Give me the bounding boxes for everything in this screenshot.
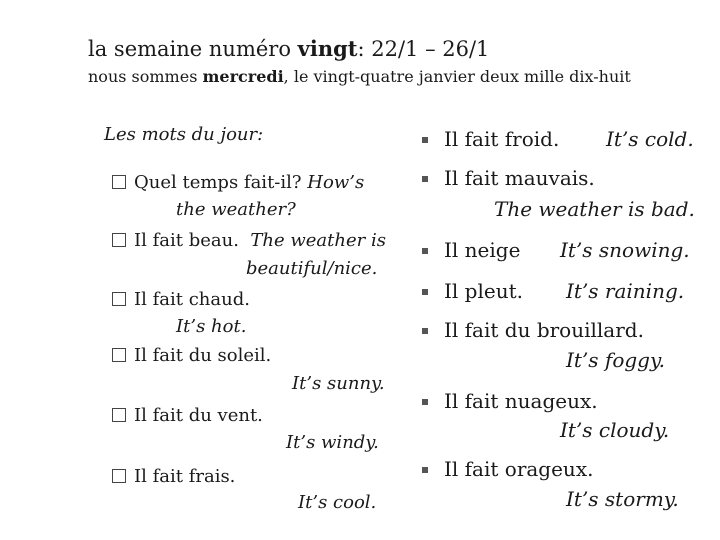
left-item-translation: It’s hot. <box>176 316 247 337</box>
left-item-fr <box>112 405 263 426</box>
right-item-translation: It’s snowing. <box>560 238 690 262</box>
title-bold-word: vingt <box>297 36 358 61</box>
checkbox-icon <box>112 175 126 189</box>
bullet-icon <box>422 289 428 295</box>
right-item-fr <box>422 457 593 481</box>
left-item-translation: beautiful/nice. <box>246 258 378 279</box>
subtitle-bold-word: mercredi <box>202 67 284 86</box>
right-item-translation: It’s raining. <box>566 279 685 303</box>
left-item-translation: It’s windy. <box>286 432 379 453</box>
checkbox-icon <box>112 408 126 422</box>
right-item-translation: The weather is bad. <box>494 197 695 221</box>
left-item-translation: The weather is <box>250 230 386 251</box>
right-item-fr <box>422 389 598 413</box>
left-item-translation: How’s <box>307 172 365 193</box>
checkbox-icon <box>112 292 126 306</box>
left-item-fr <box>112 345 271 366</box>
right-item-translation: It’s cloudy. <box>560 418 670 442</box>
right-item-text: Il fait orageux. <box>444 457 594 481</box>
right-item-text: Il fait nuageux. <box>444 389 598 413</box>
title-prefix: la semaine numéro <box>88 37 298 61</box>
left-item-fr <box>112 289 250 310</box>
left-item-fr <box>112 230 386 251</box>
subtitle-suffix: , le vingt-quatre janvier deux mille dix-huit <box>283 67 631 86</box>
right-item-fr <box>422 279 523 303</box>
left-item-text: Il fait du vent. <box>134 405 263 426</box>
bullet-icon <box>422 467 428 473</box>
left-item-text: Il fait du soleil. <box>134 345 272 366</box>
left-item-translation: It’s cool. <box>298 492 377 513</box>
left-item-fr <box>112 466 235 487</box>
right-item-text: Il fait du brouillard. <box>444 318 644 342</box>
page-subtitle <box>88 67 631 86</box>
left-item-text: Il fait chaud. <box>134 289 250 310</box>
right-item-translation: It’s foggy. <box>566 348 665 372</box>
right-item-text: Il fait froid. <box>444 127 560 151</box>
right-item-text: Il neige <box>444 238 521 262</box>
checkbox-icon <box>112 233 126 247</box>
right-item-text: Il pleut. <box>444 279 523 303</box>
left-item-text: Quel temps fait-il? <box>134 172 302 193</box>
page-title <box>88 36 489 61</box>
left-heading: Les mots du jour: <box>104 124 264 145</box>
left-item-text: Il fait frais. <box>134 466 236 487</box>
right-item-translation: It’s stormy. <box>566 487 679 511</box>
right-item-text: Il fait mauvais. <box>444 166 595 190</box>
bullet-icon <box>422 137 428 143</box>
right-item-fr <box>422 127 559 151</box>
bullet-icon <box>422 328 428 334</box>
bullet-icon <box>422 399 428 405</box>
right-item-fr <box>422 238 520 262</box>
left-item-text: Il fait beau. <box>134 230 239 251</box>
right-item-fr <box>422 166 595 190</box>
subtitle-prefix: nous sommes <box>88 67 203 86</box>
title-dates: : 22/1 – 26/1 <box>357 37 490 61</box>
checkbox-icon <box>112 469 126 483</box>
left-item-translation: It’s sunny. <box>292 373 385 394</box>
bullet-icon <box>422 248 428 254</box>
right-item-translation: It’s cold. <box>606 127 694 151</box>
right-item-fr <box>422 318 644 342</box>
bullet-icon <box>422 176 428 182</box>
left-item-fr <box>112 172 364 193</box>
left-item-translation: the weather? <box>176 199 296 220</box>
checkbox-icon <box>112 348 126 362</box>
